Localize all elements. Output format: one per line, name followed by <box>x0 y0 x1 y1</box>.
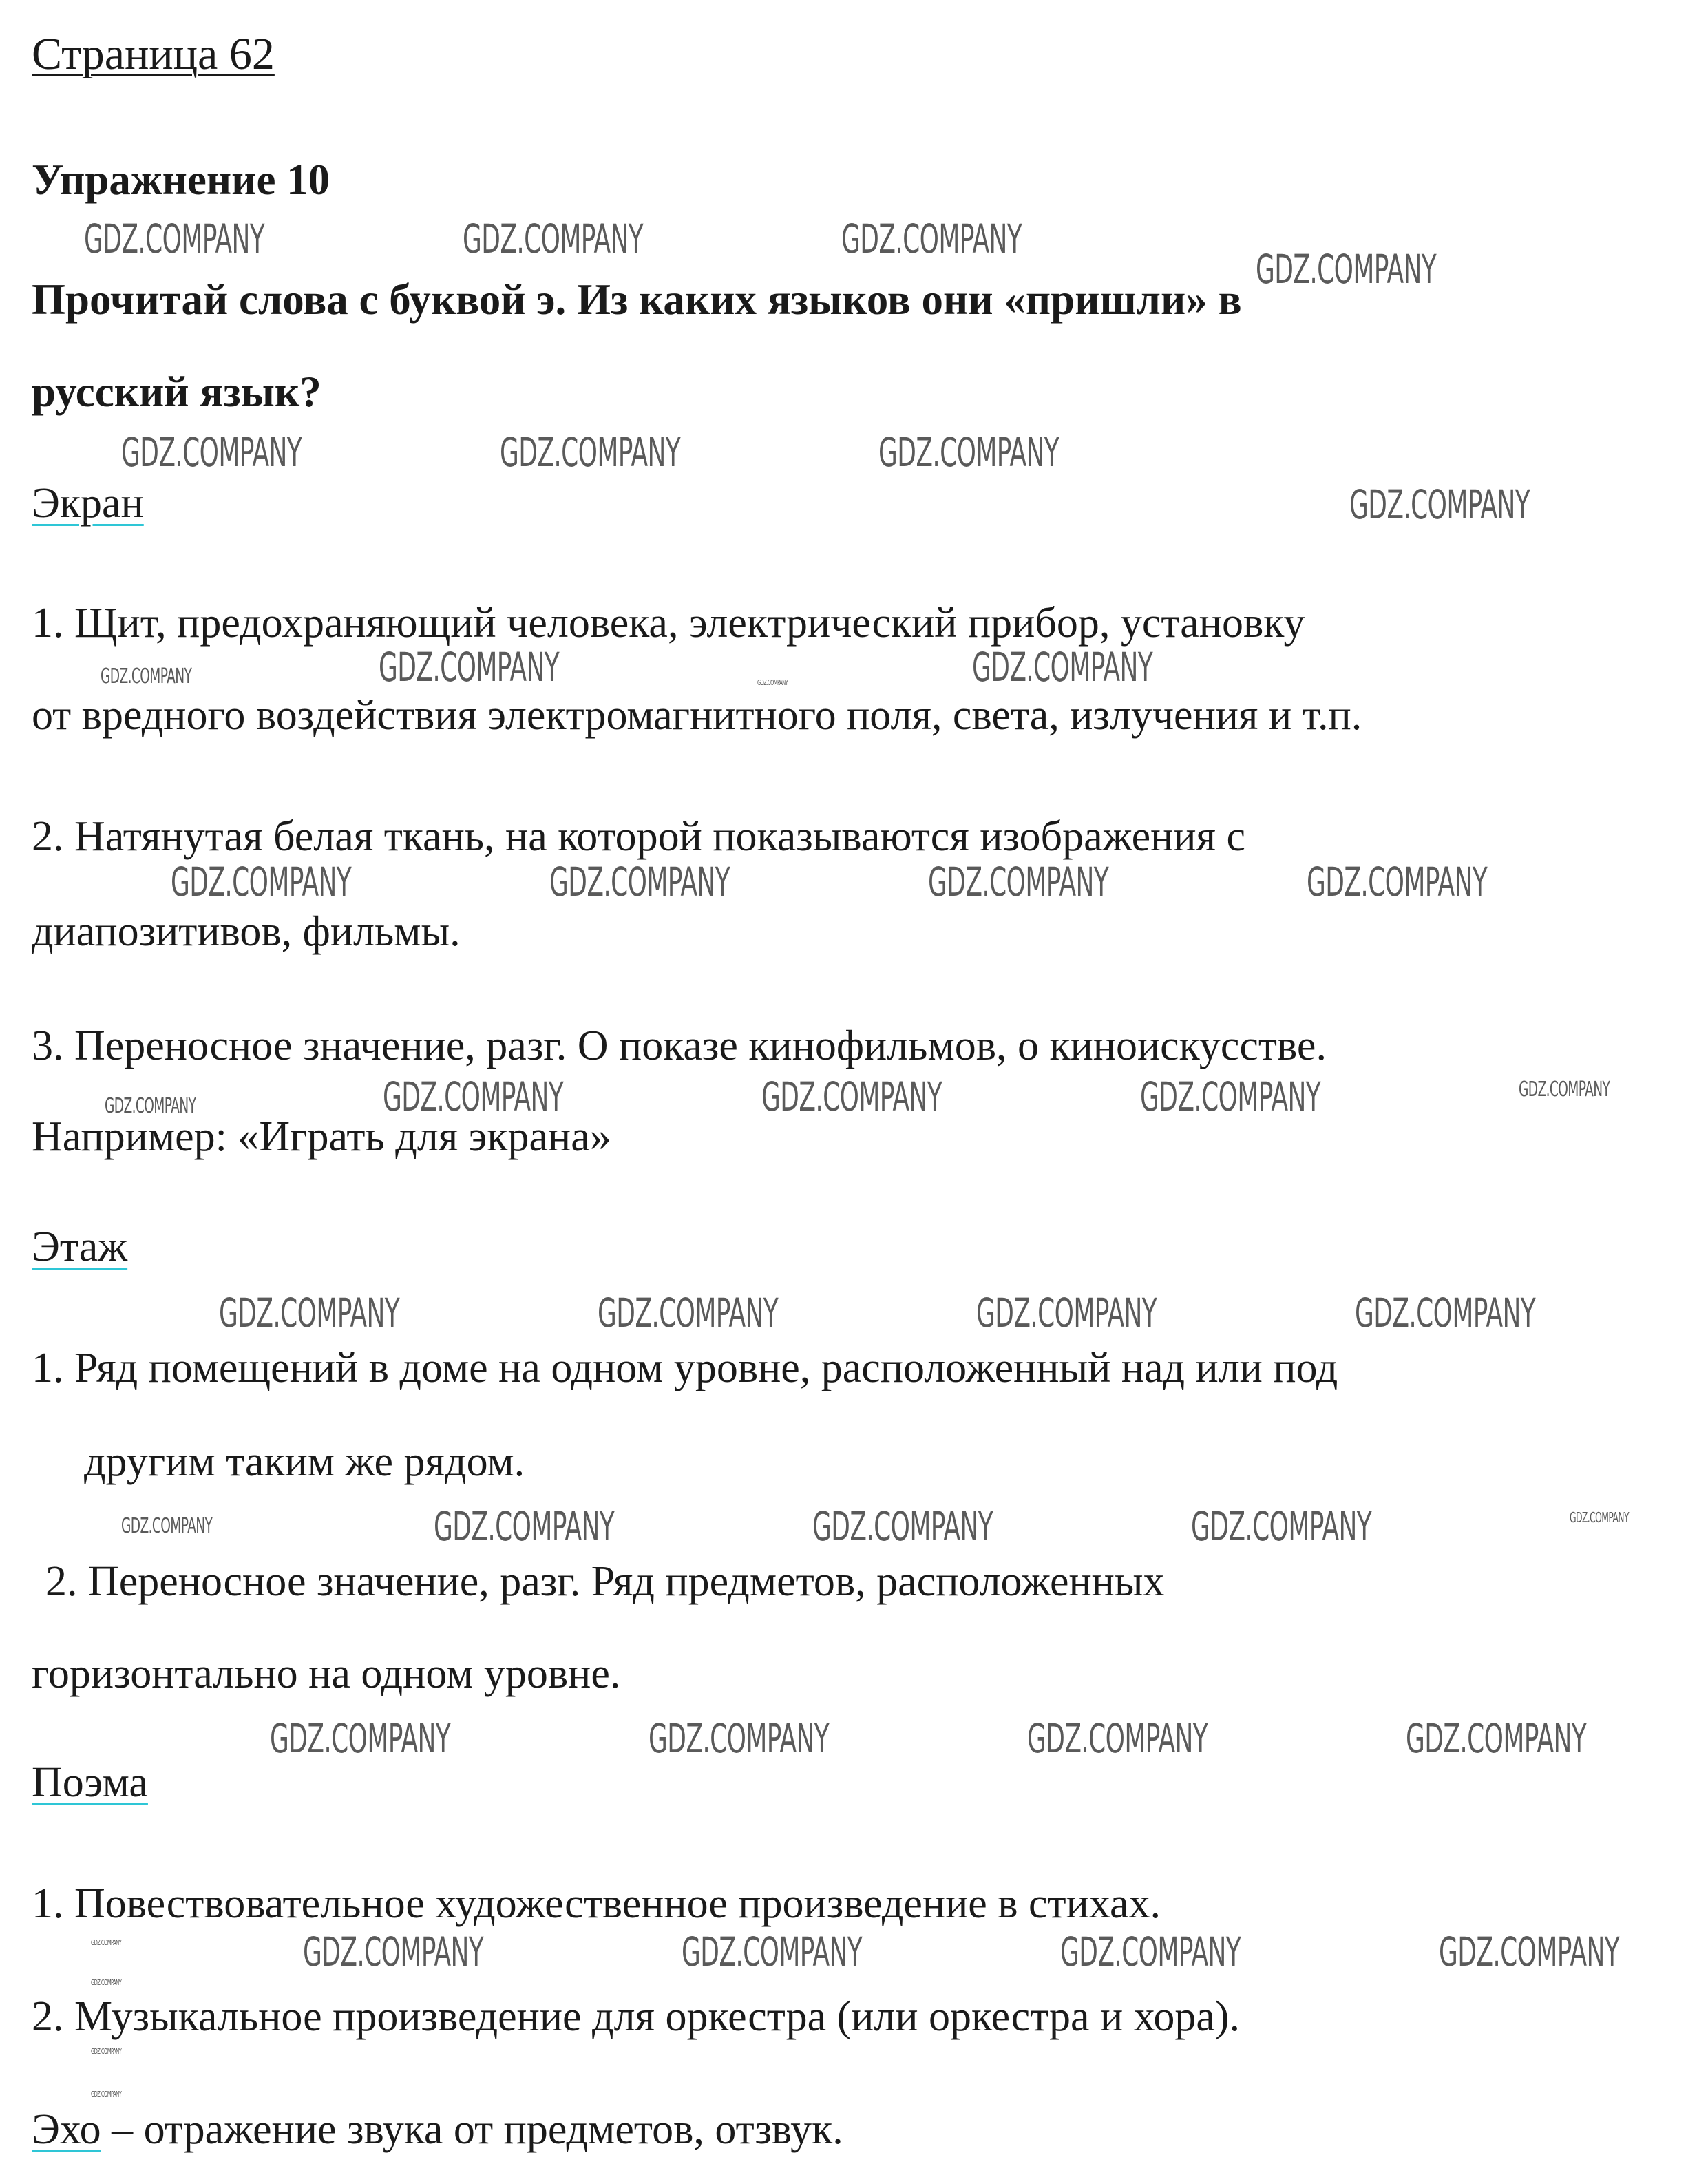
watermark: GDZ.COMPANY <box>1307 859 1488 905</box>
watermark: GDZ.COMPANY <box>303 1929 484 1975</box>
watermark: GDZ.COMPANY <box>1406 1715 1587 1762</box>
watermark: GDZ.COMPANY <box>878 429 1059 476</box>
watermark: GDZ.COMPANY <box>976 1290 1157 1336</box>
watermark: GDZ.COMPANY <box>105 1094 196 1118</box>
exercise-heading: Упражнение 10 <box>32 156 330 204</box>
poema-def1: 1. Повествовательное художественное произведение в стихах. <box>32 1880 1161 1927</box>
watermark: GDZ.COMPANY <box>812 1503 993 1550</box>
etazh-def1-line1: 1. Ряд помещений в доме на одном уровне, расположенный над или под <box>32 1345 1338 1391</box>
watermark: GDZ.COMPANY <box>1140 1073 1321 1120</box>
watermark: GDZ.COMPANY <box>682 1929 863 1975</box>
watermark: GDZ.COMPANY <box>84 216 265 262</box>
watermark: GDZ.COMPANY <box>761 1073 942 1120</box>
watermark: GDZ.COMPANY <box>434 1503 615 1550</box>
watermark: GDZ.COMPANY <box>1570 1509 1629 1526</box>
question-line-2: русский язык? <box>32 368 321 416</box>
watermark: GDZ.COMPANY <box>463 216 644 262</box>
watermark: GDZ.COMPANY <box>101 664 192 689</box>
watermark: GDZ.COMPANY <box>383 1073 564 1120</box>
etazh-def2-line1: 2. Переносное значение, разг. Ряд предметов, расположенных <box>45 1558 1165 1605</box>
watermark: GDZ.COMPANY <box>91 2090 122 2099</box>
etazh-def2-line2: горизонтально на одном уровне. <box>32 1650 621 1697</box>
watermark: GDZ.COMPANY <box>91 1978 122 1987</box>
watermark: GDZ.COMPANY <box>1256 246 1437 293</box>
watermark: GDZ.COMPANY <box>972 644 1153 691</box>
watermark: GDZ.COMPANY <box>757 678 788 687</box>
ekran-def1-line2: от вредного воздействия электромагнитного поля, света, излучения и т.п. <box>32 692 1362 739</box>
etazh-def1-line2: другим таким же рядом. <box>84 1438 525 1485</box>
watermark: GDZ.COMPANY <box>1355 1290 1536 1336</box>
ekran-def3-line1: 3. Переносное значение, разг. О показе кинофильмов, о киноискусстве. <box>32 1022 1327 1069</box>
ekho-entry <box>32 2108 843 2151</box>
poema-def2: 2. Музыкальное произведение для оркестра (или оркестра и хора). <box>32 1993 1241 2040</box>
term-poema: Поэма <box>32 1759 148 1806</box>
watermark: GDZ.COMPANY <box>1191 1503 1372 1550</box>
page-title: Страница 62 <box>32 29 275 79</box>
watermark: GDZ.COMPANY <box>500 429 681 476</box>
watermark: GDZ.COMPANY <box>549 859 730 905</box>
term-ekho: Эхо <box>32 2106 101 2153</box>
watermark: GDZ.COMPANY <box>1060 1929 1241 1975</box>
watermark: GDZ.COMPANY <box>379 644 560 691</box>
ekho-definition: – отражение звука от предметов, отзвук. <box>101 2106 843 2153</box>
watermark: GDZ.COMPANY <box>171 859 352 905</box>
watermark: GDZ.COMPANY <box>1519 1078 1610 1102</box>
term-etazh: Этаж <box>32 1223 128 1270</box>
watermark: GDZ.COMPANY <box>1349 481 1530 528</box>
ekran-def2-line1: 2. Натянутая белая ткань, на которой показываются изображения с <box>32 813 1246 860</box>
question-line-1: Прочитай слова с буквой э. Из каких языков они «пришли» в <box>32 275 1242 324</box>
watermark: GDZ.COMPANY <box>121 1514 213 1538</box>
watermark: GDZ.COMPANY <box>121 429 302 476</box>
watermark: GDZ.COMPANY <box>91 1938 122 1947</box>
watermark: GDZ.COMPANY <box>1439 1929 1620 1975</box>
watermark: GDZ.COMPANY <box>219 1290 400 1336</box>
watermark: GDZ.COMPANY <box>928 859 1109 905</box>
term-ekran: Экран <box>32 480 144 527</box>
watermark: GDZ.COMPANY <box>598 1290 779 1336</box>
ekran-def3-line2: Например: «Играть для экрана» <box>32 1113 611 1160</box>
watermark: GDZ.COMPANY <box>649 1715 830 1762</box>
ekran-def1-line1: 1. Щит, предохраняющий человека, электрический прибор, установку <box>32 600 1305 647</box>
ekran-def2-line2: диапозитивов, фильмы. <box>32 908 461 955</box>
watermark: GDZ.COMPANY <box>91 2047 122 2056</box>
watermark: GDZ.COMPANY <box>270 1715 451 1762</box>
watermark: GDZ.COMPANY <box>841 216 1022 262</box>
watermark: GDZ.COMPANY <box>1027 1715 1208 1762</box>
